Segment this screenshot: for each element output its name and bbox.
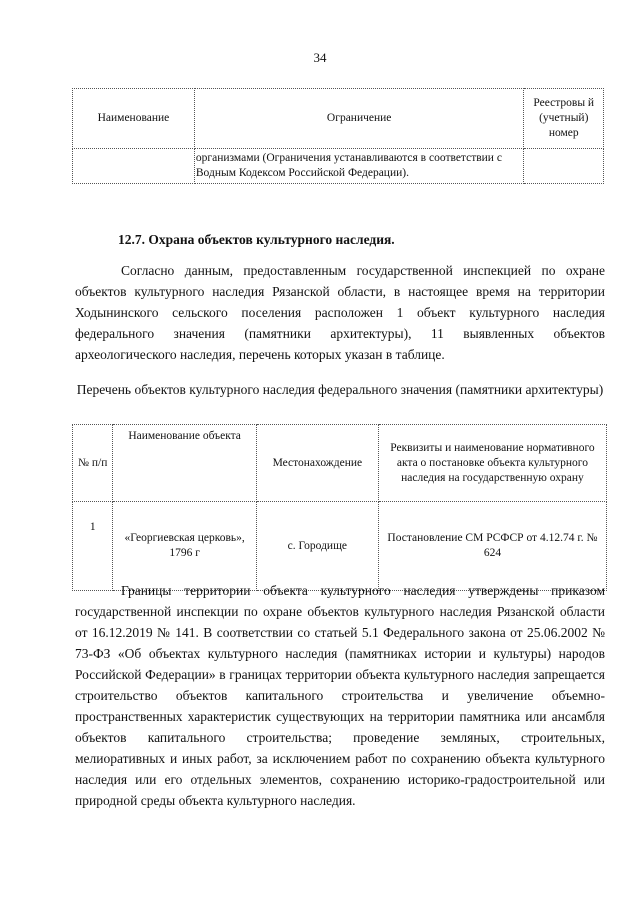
table-caption: Перечень объектов культурного наследия федерального значения (памятники архитектуры)	[76, 382, 604, 397]
table-row	[73, 502, 607, 591]
header-restriction: Ограничение	[194, 89, 524, 149]
cell-number: 1	[73, 502, 113, 591]
cell-name	[73, 149, 195, 184]
cell-object-name: «Георгиевская церковь», 1796 г	[113, 502, 256, 591]
header-object-name: Наименование объекта	[113, 425, 256, 502]
restrictions-table	[72, 88, 604, 184]
heritage-table	[72, 424, 607, 591]
section-heading: 12.7. Охрана объектов культурного наследия.	[118, 232, 395, 247]
cell-location: с. Городище	[256, 502, 378, 591]
paragraph-intro: Согласно данным, предоставленным государственной инспекцией по охране объектов культурного наследия Рязанской области, в настоящее время на территории Ходынинского сельского поселения расположен 1 объект культурного наследия федерального значения (памятники архитектуры), 11 выявленных объектов археологического наследия, перечень которых указан в таблице.	[75, 263, 605, 362]
page-number: 34	[313, 50, 327, 65]
header-number: № п/п	[73, 425, 113, 502]
cell-requisites: Постановление СМ РСФСР от 4.12.74 г. № 624	[378, 502, 606, 591]
header-registry-number: Реестровы й (учетный) номер	[524, 89, 604, 149]
table-header-row	[73, 425, 607, 502]
header-location: Местонахождение	[256, 425, 378, 502]
table-header-row	[73, 89, 604, 149]
cell-registry-number	[524, 149, 604, 184]
cell-restriction: организмами (Ограничения устанавливаются в соответствии с Водным Кодексом Российской Федерации).	[194, 149, 524, 184]
paragraph-boundaries: Границы территории объекта культурного наследия утверждены приказом государственной инспекции по охране объектов культурного наследия Рязанской области от 16.12.2019 № 141. В соответствии со статьей 5.1 Федерального закона от 25.06.2002 № 73-ФЗ «Об объектах культурного наследия (памятниках истории и культуры) народов Российской Федерации» в границах территории объекта культурного наследия запрещается строительство объектов капитального строительства и увеличение объемно-пространственных характеристик существующих на территории памятника или ансамбля объектов капитального строительства; проведение земляных, строительных, мелиоративных и иных работ, за исключением работ по сохранению объекта культурного наследия или его отдельных элементов, сохранению историко-градостроительной или природной среды объекта культурного наследия.	[75, 583, 605, 808]
table-row	[73, 149, 604, 184]
header-requisites: Реквизиты и наименование нормативного акта о постановке объекта культурного наследия на государственную охрану	[378, 425, 606, 502]
header-name: Наименование	[73, 89, 195, 149]
